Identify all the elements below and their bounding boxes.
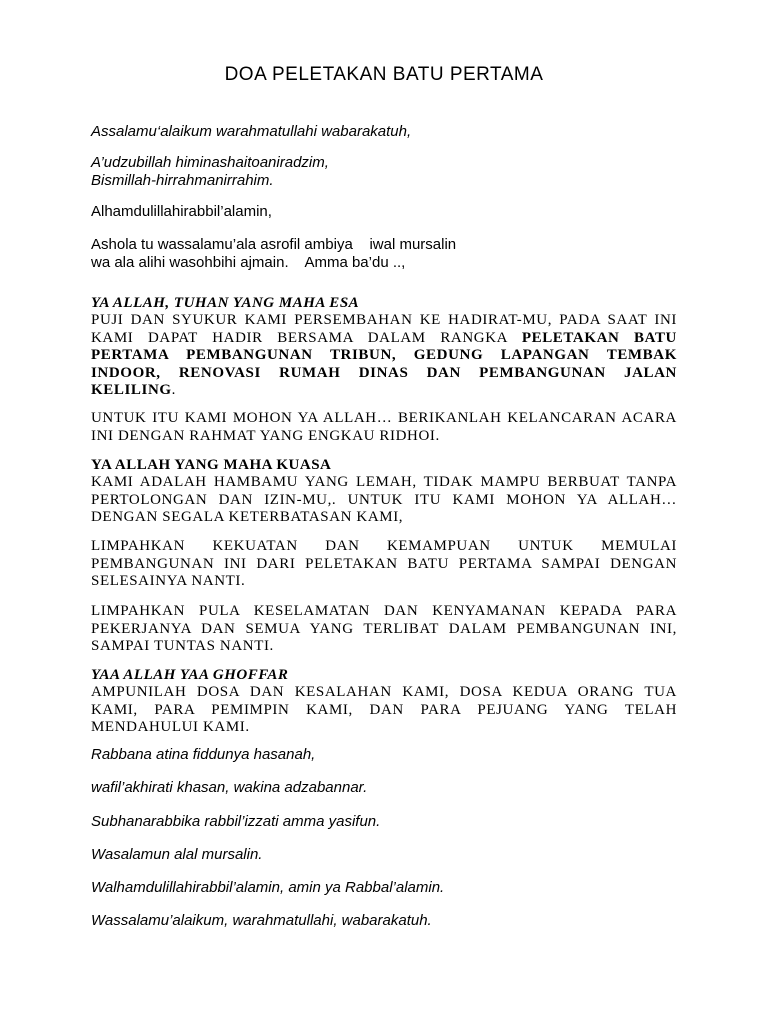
salam-line: Assalamu‘alaikum warahmatullahi wabarakatuh, — [91, 123, 412, 140]
closing-line: wafil’akhirati khasan, wakina adzabannar. — [91, 779, 368, 796]
section2-heading: YA ALLAH YANG MAHA KUASA — [91, 457, 332, 473]
section1-p1-bold: PELETAKAN BATU PERTAMA PEMBANGUNAN TRIBUN, GEDUNG LAPANGAN TEMBAK INDOOR, RENOVASI RUMAH DINAS DAN PEMBANGUNAN JALAN KELILING — [91, 329, 677, 398]
section1-p1-intro: PUJI DAN SYUKUR KAMI PERSEMBAHAN KE HADIRAT-MU, PADA SAAT INI KAMI DAPAT HADIR BERSAMA DALAM RANGKA — [91, 312, 677, 346]
closing-line: Walhamdulillahirabbil’alamin, amin ya Rabbal’alamin. — [91, 879, 445, 896]
closing-line: Rabbana atina fiddunya hasanah, — [91, 746, 316, 763]
section2-paragraph-3: LIMPAHKAN PULA KESELAMATAN DAN KENYAMANAN KEPADA PARA PEKERJANYA DAN SEMUA YANG TERLIBAT DALAM PEMBANGUNAN INI, SAMPAI TUNTAS NANTI. — [91, 603, 677, 654]
closing-line: Subhanarabbika rabbil’izzati amma yasifun. — [91, 813, 381, 830]
sholawat-line-2: wa ala alihi wasohbihi ajmain. Amma ba’du .., — [91, 254, 406, 271]
hamdalah-line: Alhamdulillahirabbil’alamin, — [91, 203, 272, 220]
section2-paragraph-2: LIMPAHKAN KEKUATAN DAN KEMAMPUAN UNTUK MEMULAI PEMBANGUNAN INI DARI PELETAKAN BATU PERTAMA SAMPAI DENGAN SELESAINYA NANTI. — [91, 538, 677, 589]
closing-line: Wassalamu’alaikum, warahmatullahi, wabarakatuh. — [91, 912, 432, 929]
basmalah-line: Bismillah-hirrahmanirrahim. — [91, 172, 274, 189]
section3-paragraph-1: AMPUNILAH DOSA DAN KESALAHAN KAMI, DOSA KEDUA ORANG TUA KAMI, PARA PEMIMPIN KAMI, DAN PARA PEJUANG YANG TELAH MENDAHULUI KAMI. — [91, 684, 677, 735]
section1-paragraph-2: UNTUK ITU KAMI MOHON YA ALLAH… BERIKANLAH KELANCARAN ACARA INI DENGAN RAHMAT YANG ENGKAU RIDHOI. — [91, 410, 677, 444]
section1-paragraph-1 — [91, 312, 677, 400]
section1-p1-end: . — [171, 382, 177, 398]
document-title: DOA PELETAKAN BATU PERTAMA — [224, 64, 544, 85]
section3-heading: YAA ALLAH YAA GHOFFAR — [91, 667, 289, 683]
sholawat-line-1: Ashola tu wassalamu’ala asrofil ambiya iwal mursalin — [91, 236, 457, 253]
section2-paragraph-1: KAMI ADALAH HAMBAMU YANG LEMAH, TIDAK MAMPU BERBUAT TANPA PERTOLONGAN DAN IZIN-MU,. UNTUK ITU KAMI MOHON YA ALLAH… DENGAN SEGALA KETERBATASAN KAMI, — [91, 474, 677, 525]
closing-line: Wasalamun alal mursalin. — [91, 846, 263, 863]
taawudz-line: A’udzubillah himinashaitoaniradzim, — [91, 154, 329, 171]
section1-heading: YA ALLAH, TUHAN YANG MAHA ESA — [91, 295, 360, 311]
